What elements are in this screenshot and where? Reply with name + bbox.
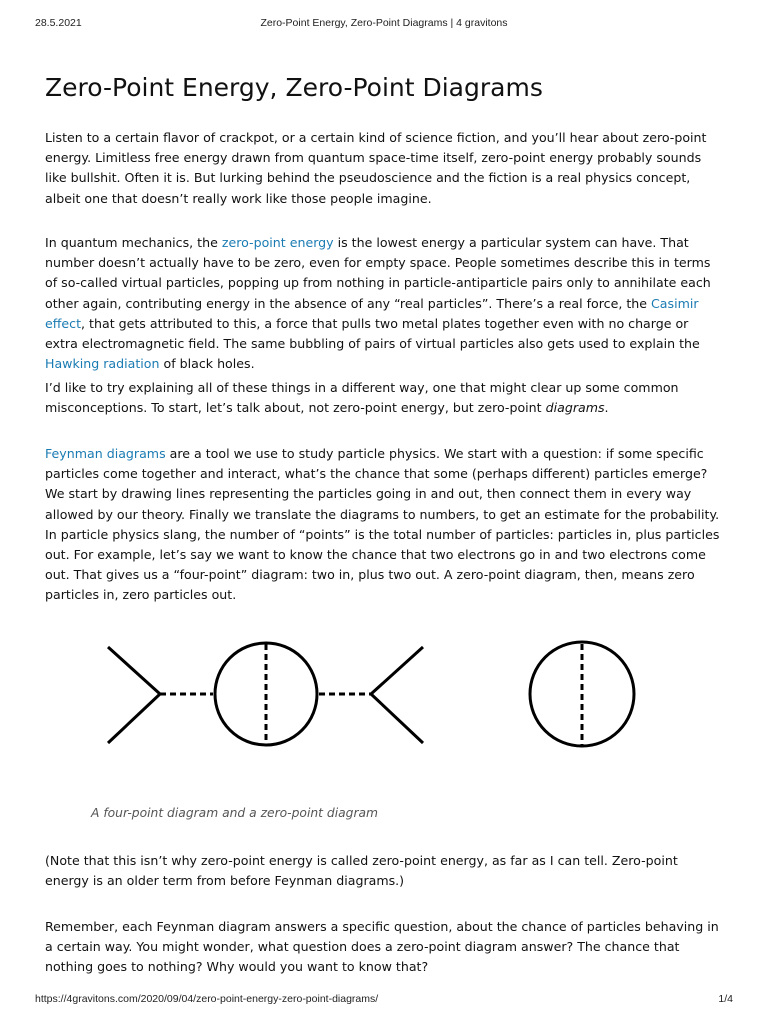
emphasis-diagrams: diagrams bbox=[545, 400, 605, 416]
paragraph-text: is the lowest energy a particular system can have. That number doesn’t actually have to be zero, even for empty space. People sometimes describe this in terms of so-called virtual particles, popping up from nothing in particle-antiparticle pairs only to annihilate each other again, contributing energy in the absence of any “real particles”. There’s a real force, the bbox=[45, 235, 711, 311]
four-point-diagram bbox=[108, 643, 423, 745]
print-footer bbox=[35, 993, 733, 1007]
print-header bbox=[35, 17, 733, 31]
paragraph-text: are a tool we use to study particle physics. We start with a question: if some specific particles come together and interact, what’s the chance that some (perhaps different) particles emerge? We start by drawing lines representing the particles going in and out, then connect them in every way allowed by our theory. Finally we translate the diagrams to numbers, to get an estimate for the probability. In particle physics slang, the number of “points” is the total number of particles: particles in, plus particles out. For example, let’s say we want to know the chance that two electrons go in and two electrons come out. That gives us a “four-point” diagram: two in, plus two out. A zero-point diagram, then, means zero particles in, zero particles out. bbox=[45, 446, 720, 603]
feynman-diagrams-figure bbox=[100, 632, 645, 758]
print-document-title: Zero-Point Energy, Zero-Point Diagrams | 4 gravitons bbox=[260, 17, 508, 29]
paragraph-1: Listen to a certain flavor of crackpot, or a certain kind of science fiction, and you’ll hear about zero-point energy. Limitless free energy drawn from quantum space-time itself, zero-point energy probably sounds like bullshit. Often it is. But lurking behind the pseudoscience and the fiction is a real physics concept, albeit one that doesn’t really work like those people imagine. bbox=[45, 130, 707, 206]
zero-point-energy-link[interactable]: zero-point energy bbox=[221, 235, 334, 250]
incoming-particle-line-bottom bbox=[108, 694, 160, 743]
zero-point-diagram bbox=[530, 642, 634, 746]
print-date: 28.5.2021 bbox=[35, 17, 82, 29]
paragraph-text: I’d like to try explaining all of these things in a different way, one that might clear up some common misconceptions. To start, let’s talk about, not zero-point energy, but zero-point bbox=[45, 380, 679, 416]
feynman-diagrams-link[interactable]: Feynman diagrams bbox=[45, 446, 166, 461]
print-page-number: 1/4 bbox=[718, 993, 733, 1005]
paragraph-text: In quantum mechanics, the bbox=[45, 235, 222, 250]
outgoing-particle-line-top bbox=[371, 647, 423, 694]
paragraph-text: of black holes. bbox=[159, 356, 255, 372]
print-url: https://4gravitons.com/2020/09/04/zero-point-energy-zero-point-diagrams/ bbox=[35, 993, 379, 1005]
hawking-radiation-link[interactable]: Hawking radiation bbox=[45, 356, 160, 372]
outgoing-particle-line-bottom bbox=[371, 694, 423, 743]
paragraph-text: , that gets attributed to this, a force that pulls two metal plates together even with no charge or extra electromagnetic field. The same bubbling of pairs of virtual particles also gets used to explain the bbox=[45, 315, 700, 352]
casimir-effect-link[interactable]: Casimir effect bbox=[45, 295, 699, 331]
paragraph-2 bbox=[45, 233, 725, 374]
paragraph-4 bbox=[45, 444, 725, 606]
paragraph-text: . bbox=[604, 400, 609, 416]
figure-caption: A four-point diagram and a zero-point diagram bbox=[91, 806, 379, 820]
incoming-particle-line-top bbox=[108, 647, 160, 694]
paragraph-5: (Note that this isn’t why zero-point energy is called zero-point energy, as far as I can tell. Zero-point energy is an older term from before Feynman diagrams.) bbox=[45, 853, 678, 889]
paragraph-6: Remember, each Feynman diagram answers a specific question, about the chance of particles behaving in a certain way. You might wonder, what question does a zero-point diagram answer? The chance that nothing goes to nothing? Why would you want to know that? bbox=[45, 919, 719, 975]
paragraph-3 bbox=[45, 378, 725, 418]
page-title: Zero-Point Energy, Zero-Point Diagrams bbox=[45, 73, 543, 102]
